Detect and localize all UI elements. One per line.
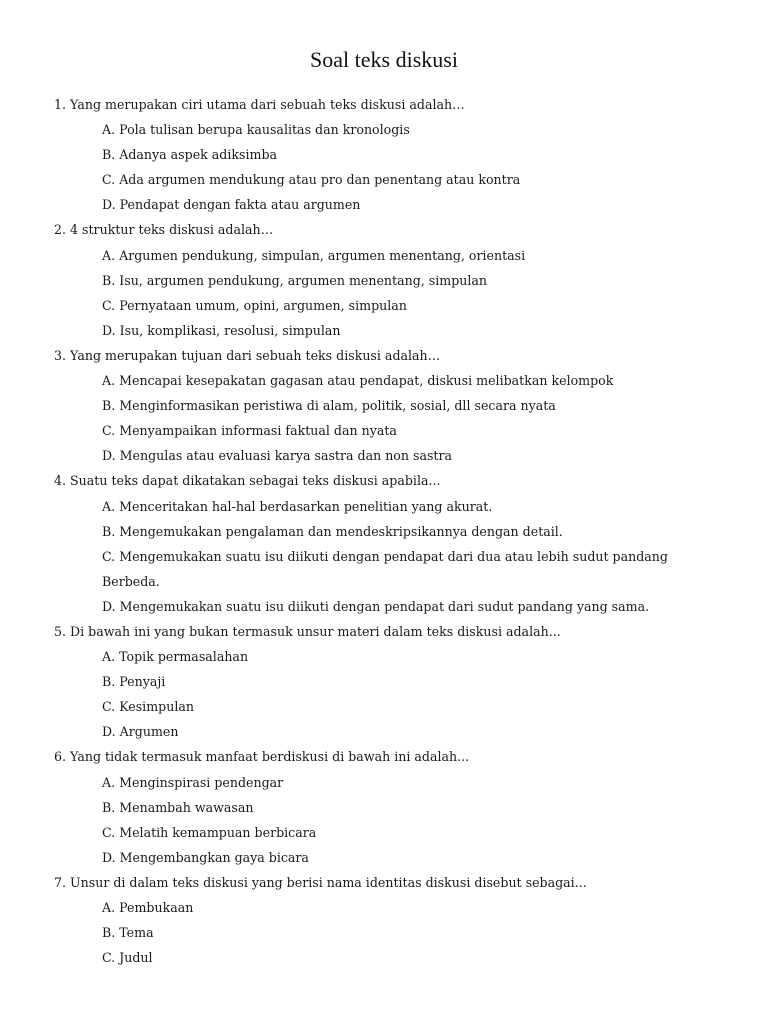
question-1-option-d: D. Pendapat dengan fakta atau argumen <box>102 197 361 213</box>
page-title: Soal teks diskusi <box>310 47 458 72</box>
question-4-option-a: A. Menceritakan hal-hal berdasarkan penelitian yang akurat. <box>102 498 493 514</box>
question-5-option-a: A. Topik permasalahan <box>102 649 249 665</box>
question-6-option-d: D. Mengembangkan gaya bicara <box>102 849 309 865</box>
question-4-option-c-continued: Berbeda. <box>102 573 160 589</box>
question-4: 4. Suatu teks dapat dikatakan sebagai teks diskusi apabila... <box>54 473 441 489</box>
question-3-option-c: C. Menyampaikan informasi faktual dan nyata <box>102 423 397 439</box>
question-5: 5. Di bawah ini yang bukan termasuk unsur materi dalam teks diskusi adalah... <box>54 623 561 639</box>
question-5-option-c: C. Kesimpulan <box>102 699 194 715</box>
question-3-option-a: A. Mencapai kesepakatan gagasan atau pendapat, diskusi melibatkan kelompok <box>102 373 614 389</box>
question-6-option-b: B. Menambah wawasan <box>102 799 254 815</box>
question-4-option-c: C. Mengemukakan suatu isu diikuti dengan pendapat dari dua atau lebih sudut pandang <box>102 548 668 564</box>
question-7-option-b: B. Tema <box>102 925 154 941</box>
question-5-option-b: B. Penyaji <box>102 674 166 690</box>
question-3-option-b: B. Menginformasikan peristiwa di alam, politik, sosial, dll secara nyata <box>102 398 556 414</box>
question-4-option-d: D. Mengemukakan suatu isu diikuti dengan pendapat dari sudut pandang yang sama. <box>102 598 650 614</box>
question-2-option-d: D. Isu, komplikasi, resolusi, simpulan <box>102 322 341 338</box>
question-2: 2. 4 struktur teks diskusi adalah… <box>54 222 274 238</box>
question-1-option-a: A. Pola tulisan berupa kausalitas dan kronologis <box>102 122 410 138</box>
question-7: 7. Unsur di dalam teks diskusi yang berisi nama identitas diskusi disebut sebagai... <box>54 874 587 890</box>
question-6-option-c: C. Melatih kemampuan berbicara <box>102 824 317 840</box>
question-3-option-d: D. Mengulas atau evaluasi karya sastra dan non sastra <box>102 448 453 464</box>
question-5-option-d: D. Argumen <box>102 724 179 740</box>
question-6-option-a: A. Menginspirasi pendengar <box>102 774 284 790</box>
question-1-option-c: C. Ada argumen mendukung atau pro dan penentang atau kontra <box>102 172 521 188</box>
question-1: 1. Yang merupakan ciri utama dari sebuah teks diskusi adalah… <box>54 97 465 112</box>
question-3: 3. Yang merupakan tujuan dari sebuah teks diskusi adalah… <box>54 347 441 363</box>
question-6: 6. Yang tidak termasuk manfaat berdiskusi di bawah ini adalah... <box>54 749 470 765</box>
question-list <box>54 95 734 973</box>
question-4-option-b: B. Mengemukakan pengalaman dan mendeskripsikannya dengan detail. <box>102 523 563 539</box>
question-2-option-b: B. Isu, argumen pendukung, argumen menentang, simpulan <box>102 272 488 288</box>
question-2-option-a: A. Argumen pendukung, simpulan, argumen menentang, orientasi <box>102 247 526 263</box>
question-1-option-b: B. Adanya aspek adiksimba <box>102 147 278 163</box>
question-2-option-c: C. Pernyataan umum, opini, argumen, simpulan <box>102 297 407 313</box>
question-7-option-c: C. Judul <box>102 950 153 966</box>
question-7-option-a: A. Pembukaan <box>102 900 194 915</box>
